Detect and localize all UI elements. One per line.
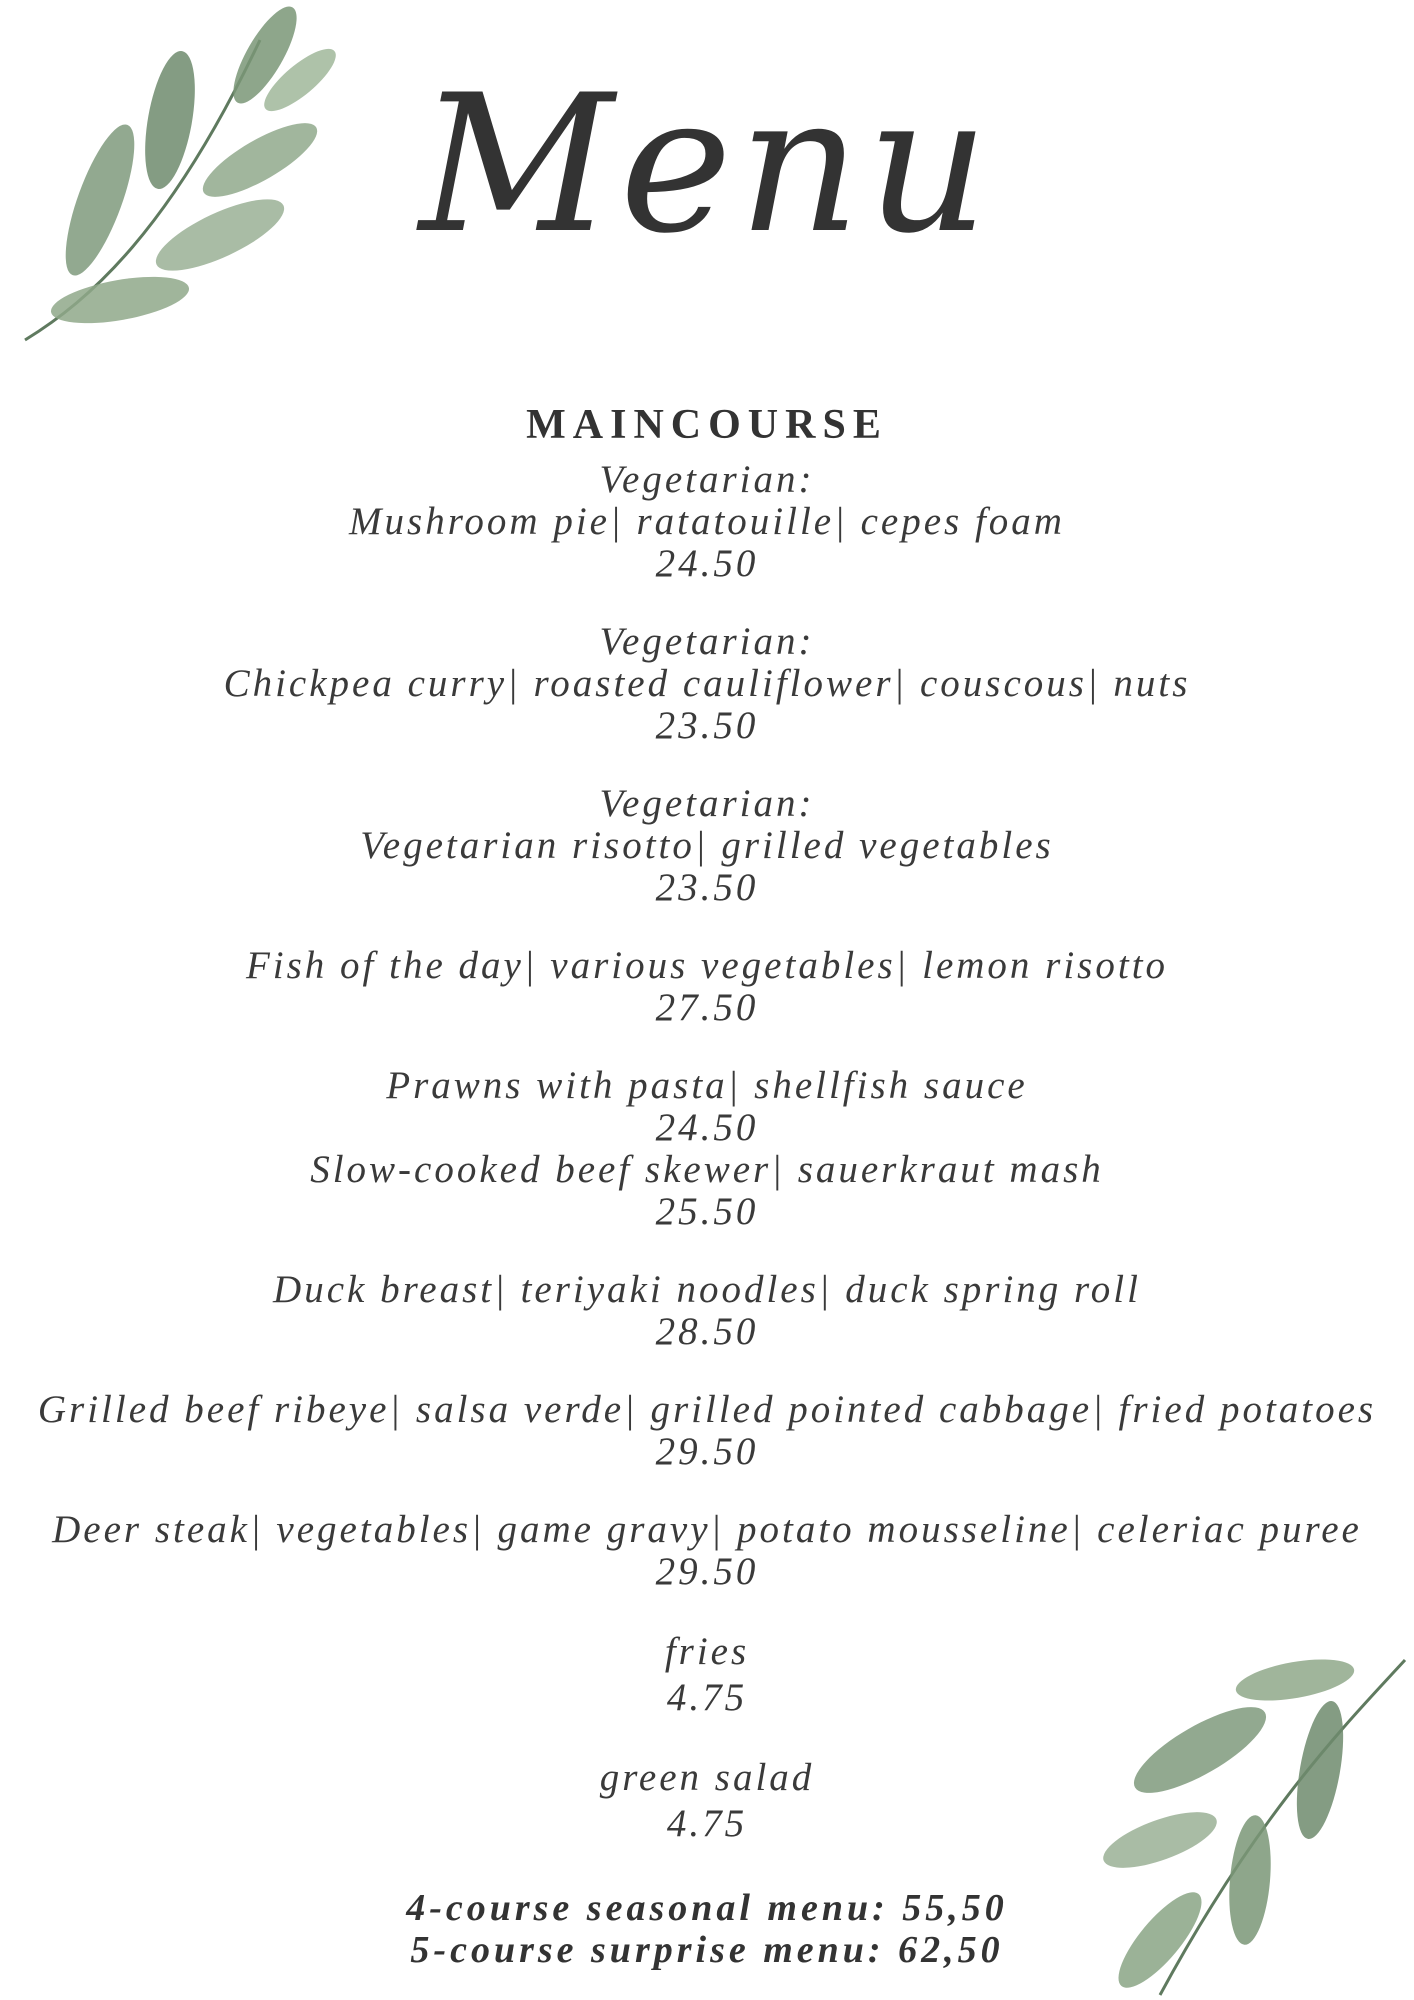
side-item (0, 1755, 1414, 1847)
item-name: Deer steak| vegetables| game gravy| potato mousseline| celeriac puree (52, 1508, 1362, 1551)
surprise-menu-price: 5-course surprise menu: 62,50 (410, 1929, 1004, 1971)
section-heading: MAINCOURSE (526, 402, 888, 448)
item-price: 28.50 (655, 1310, 759, 1353)
seasonal-menu-price: 4-course seasonal menu: 55,50 (406, 1887, 1008, 1929)
menu-item (0, 945, 1414, 1029)
menu-item (0, 1065, 1414, 1149)
menu-item (0, 1149, 1414, 1233)
side-name: fries (664, 1630, 750, 1673)
item-price: 23.50 (655, 704, 759, 747)
item-name: Fish of the day| various vegetables| lemon risotto (245, 944, 1169, 987)
item-name: Prawns with pasta| shellfish sauce (386, 1064, 1028, 1107)
menu-item (0, 621, 1414, 747)
menu-item (0, 1509, 1414, 1593)
side-price: 4.75 (666, 1802, 748, 1845)
course-menu-footer (0, 1887, 1414, 1971)
side-item (0, 1629, 1414, 1721)
item-label: Vegetarian: (599, 620, 815, 663)
item-name: Grilled beef ribeye| salsa verde| grilled pointed cabbage| fried potatoes (37, 1388, 1377, 1431)
item-label: Vegetarian: (599, 782, 815, 825)
side-price: 4.75 (666, 1676, 748, 1719)
item-price: 24.50 (655, 1106, 759, 1149)
side-name: green salad (599, 1756, 815, 1799)
item-price: 23.50 (655, 866, 759, 909)
menu-title: Menu (419, 54, 995, 275)
item-name: Vegetarian risotto| grilled vegetables (360, 824, 1054, 867)
menu-item (0, 1389, 1414, 1473)
item-price: 24.50 (655, 542, 759, 585)
item-name: Duck breast| teriyaki noodles| duck spring roll (273, 1268, 1141, 1311)
item-name: Chickpea curry| roasted cauliflower| couscous| nuts (223, 662, 1191, 705)
item-price: 29.50 (655, 1550, 759, 1593)
item-name: Mushroom pie| ratatouille| cepes foam (349, 500, 1065, 543)
item-price: 29.50 (655, 1430, 759, 1473)
item-price: 25.50 (655, 1190, 759, 1233)
menu-item (0, 459, 1414, 585)
menu-item (0, 1269, 1414, 1353)
item-name: Slow-cooked beef skewer| sauerkraut mash (310, 1148, 1104, 1191)
item-price: 27.50 (655, 986, 759, 1029)
menu-content (0, 395, 1414, 1971)
menu-item (0, 783, 1414, 909)
item-label: Vegetarian: (599, 458, 815, 501)
